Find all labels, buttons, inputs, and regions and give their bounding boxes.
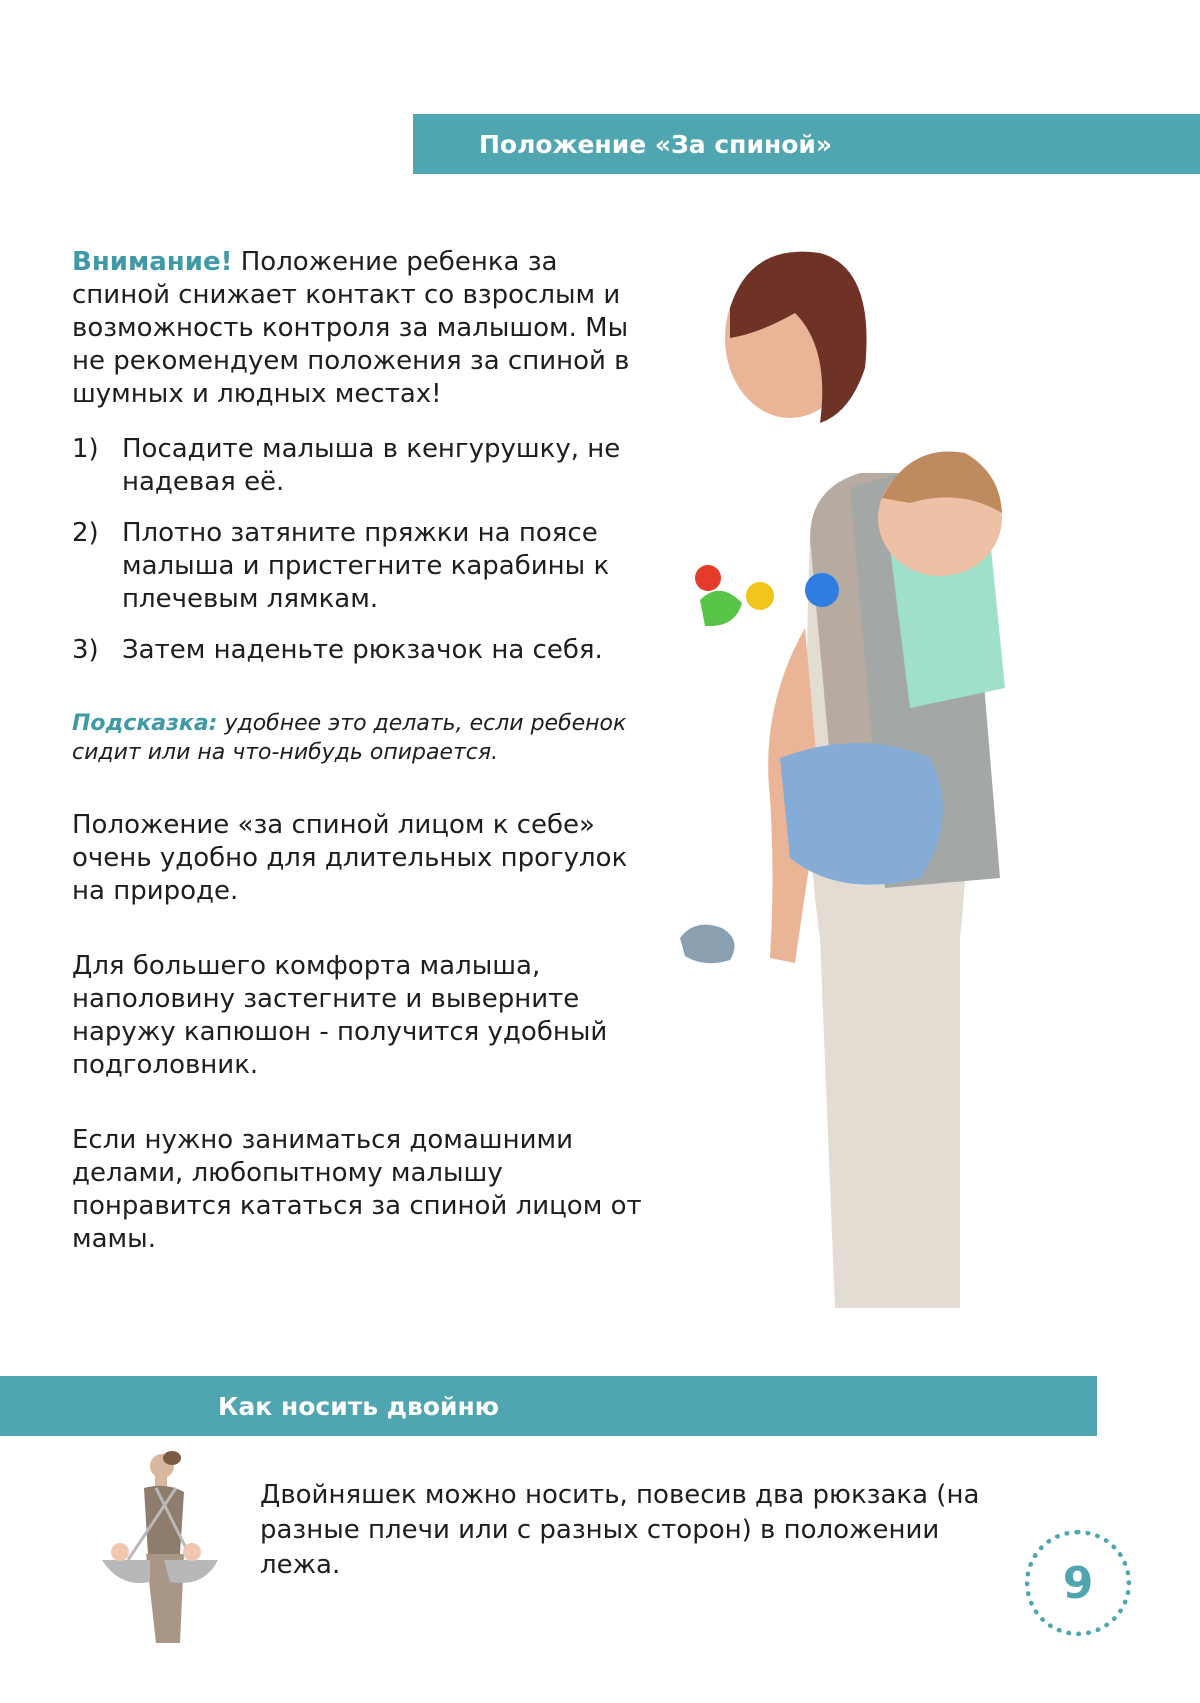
twins-section-banner (0, 1376, 1097, 1436)
page-number-badge (1025, 1530, 1131, 1636)
step-number: 1) (72, 434, 99, 464)
step-text: Плотно затяните пряжки на поясе малыша и пристегните карабины к плечевым лямкам. (122, 518, 610, 614)
warning-label: Внимание! (72, 247, 233, 277)
warning-paragraph (72, 246, 652, 411)
step-text: Посадите малыша в кенгурушку, не надевая её. (122, 434, 621, 497)
warning-text: Положение ребенка за спиной снижает контакт со взрослым и возможность контроля за малышом. Мы не рекомендуем положения за спиной в шумных и людных местах! (72, 247, 630, 409)
step-number: 2) (72, 518, 99, 548)
step-text: Затем наденьте рюкзачок на себя. (122, 635, 603, 665)
tip-paragraph (72, 709, 652, 767)
paragraph-facing-out: Если нужно заниматься домашними делами, любопытному малышу понравится кататься за спиной лицом от мамы. (72, 1125, 642, 1254)
section-title-banner (413, 114, 1200, 174)
page-number: 9 (1062, 1557, 1094, 1609)
twins-carry-illustration (100, 1448, 220, 1643)
tip-text: удобнее это делать, если ребенок сидит или на что-нибудь опирается. (72, 711, 627, 765)
steps-list (72, 433, 652, 667)
step-item (72, 517, 652, 616)
paragraph-hood: Для большего комфорта малыша, наполовину застегните и выверните наружу капюшон - получится удобный подголовник. (72, 951, 608, 1080)
twins-section-title: Как носить двойню (218, 1391, 500, 1421)
section-title: Положение «За спиной» (479, 129, 833, 159)
step-item (72, 433, 652, 499)
mother-baby-back-carry-photo (660, 238, 1100, 1313)
main-text-column (72, 246, 652, 1282)
tip-label: Подсказка: (72, 711, 218, 736)
paragraph-facing-in: Положение «за спиной лицом к себе» очень удобно для длительных прогулок на природе. (72, 810, 628, 906)
twins-text: Двойняшек можно носить, повесив два рюкзака (на разные плечи или с разных сторон) в положении лежа. (260, 1480, 980, 1580)
step-item (72, 634, 652, 667)
step-number: 3) (72, 635, 99, 665)
